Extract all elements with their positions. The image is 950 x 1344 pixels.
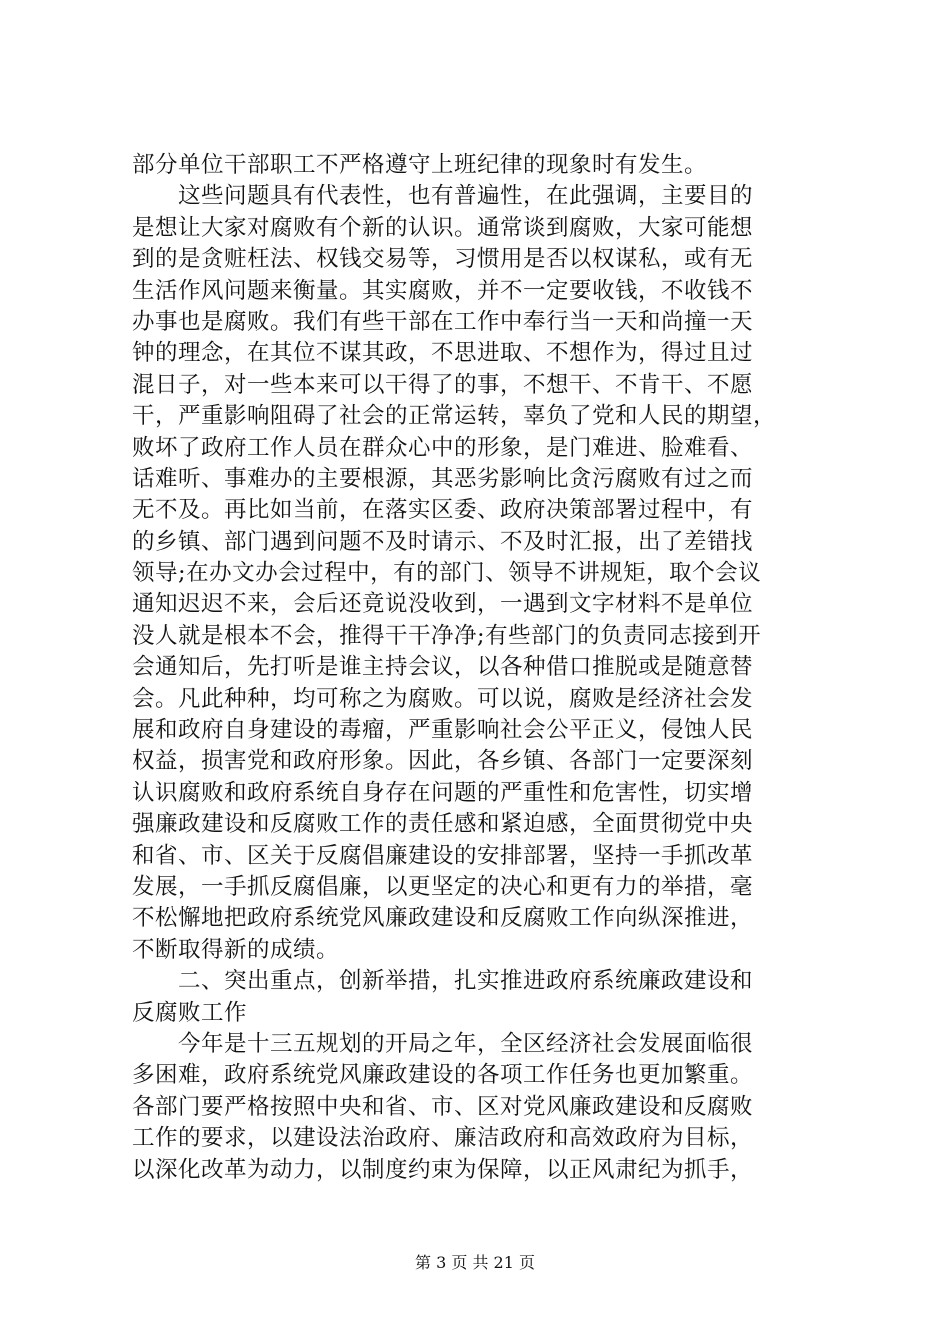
text-line: 钟的理念，在其位不谋其政，不思进取、不想作为，得过且过 bbox=[132, 340, 754, 367]
section-heading-line: 二、突出重点，创新举措，扎实推进政府系统廉政建设和 bbox=[178, 968, 754, 995]
section-heading-line: 反腐败工作 bbox=[132, 999, 248, 1026]
text-line: 败坏了政府工作人员在群众心中的形象，是门难进、脸难看、 bbox=[132, 434, 754, 461]
text-line: 通知迟迟不来，会后还竟说没收到，一遇到文字材料不是单位 bbox=[132, 591, 754, 618]
text-line: 展和政府自身建设的毒瘤，严重影响社会公平正义，侵蚀人民 bbox=[132, 717, 754, 744]
paragraph-start-line: 今年是十三五规划的开局之年，全区经济社会发展面临很 bbox=[178, 1030, 754, 1057]
text-line: 和省、市、区关于反腐倡廉建设的安排部署，坚持一手抓改革 bbox=[132, 842, 754, 869]
text-line: 没人就是根本不会，推得干干净净;有些部门的负责同志接到开 bbox=[132, 622, 762, 649]
text-line: 发展，一手抓反腐倡廉，以更坚定的决心和更有力的举措，毫 bbox=[132, 873, 754, 900]
text-line: 会通知后，先打听是谁主持会议，以各种借口推脱或是随意替 bbox=[132, 654, 754, 681]
text-line: 部分单位干部职工不严格遵守上班纪律的现象时有发生。 bbox=[132, 152, 708, 178]
text-line: 话难听、事难办的主要根源，其恶劣影响比贪污腐败有过之而 bbox=[132, 465, 754, 492]
text-line: 以深化改革为动力，以制度约束为保障，以正风肃纪为抓手， bbox=[132, 1156, 754, 1183]
text-line: 是想让大家对腐败有个新的认识。通常谈到腐败，大家可能想 bbox=[132, 214, 754, 241]
text-line: 不松懈地把政府系统党风廉政建设和反腐败工作向纵深推进， bbox=[132, 905, 754, 932]
text-line: 不断取得新的成绩。 bbox=[132, 936, 340, 963]
text-line: 认识腐败和政府系统自身存在问题的严重性和危害性，切实增 bbox=[132, 779, 754, 806]
text-line: 工作的要求，以建设法治政府、廉洁政府和高效政府为目标， bbox=[132, 1125, 754, 1152]
text-line: 强廉政建设和反腐败工作的责任感和紧迫感，全面贯彻党中央 bbox=[132, 811, 754, 838]
document-body bbox=[132, 150, 832, 1186]
text-line: 无不及。再比如当前，在落实区委、政府决策部署过程中，有 bbox=[132, 497, 754, 524]
text-line: 权益，损害党和政府形象。因此，各乡镇、各部门一定要深刻 bbox=[132, 748, 754, 775]
text-line: 会。凡此种种，均可称之为腐败。可以说，腐败是经济社会发 bbox=[132, 685, 754, 712]
page-number-footer: 第 3 页 共 21 页 bbox=[415, 1253, 535, 1272]
text-line: 干，严重影响阻碍了社会的正常运转，辜负了党和人民的期望， bbox=[132, 403, 777, 430]
text-line: 办事也是腐败。我们有些干部在工作中奉行当一天和尚撞一天 bbox=[132, 308, 754, 335]
text-line: 到的是贪赃枉法、权钱交易等，习惯用是否以权谋私，或有无 bbox=[132, 246, 754, 273]
paragraph-start-line: 这些问题具有代表性，也有普遍性，在此强调，主要目的 bbox=[178, 183, 754, 210]
text-line: 生活作风问题来衡量。其实腐败，并不一定要收钱，不收钱不 bbox=[132, 277, 754, 304]
text-line: 各部门要严格按照中央和省、市、区对党风廉政建设和反腐败 bbox=[132, 1093, 754, 1120]
text-line: 混日子，对一些本来可以干得了的事，不想干、不肯干、不愿 bbox=[132, 371, 754, 398]
text-line: 多困难，政府系统党风廉政建设的各项工作任务也更加繁重。 bbox=[132, 1062, 754, 1089]
text-line: 的乡镇、部门遇到问题不及时请示、不及时汇报，出了差错找 bbox=[132, 528, 754, 555]
text-line: 领导;在办文办会过程中，有的部门、领导不讲规矩，取个会议 bbox=[132, 560, 762, 587]
